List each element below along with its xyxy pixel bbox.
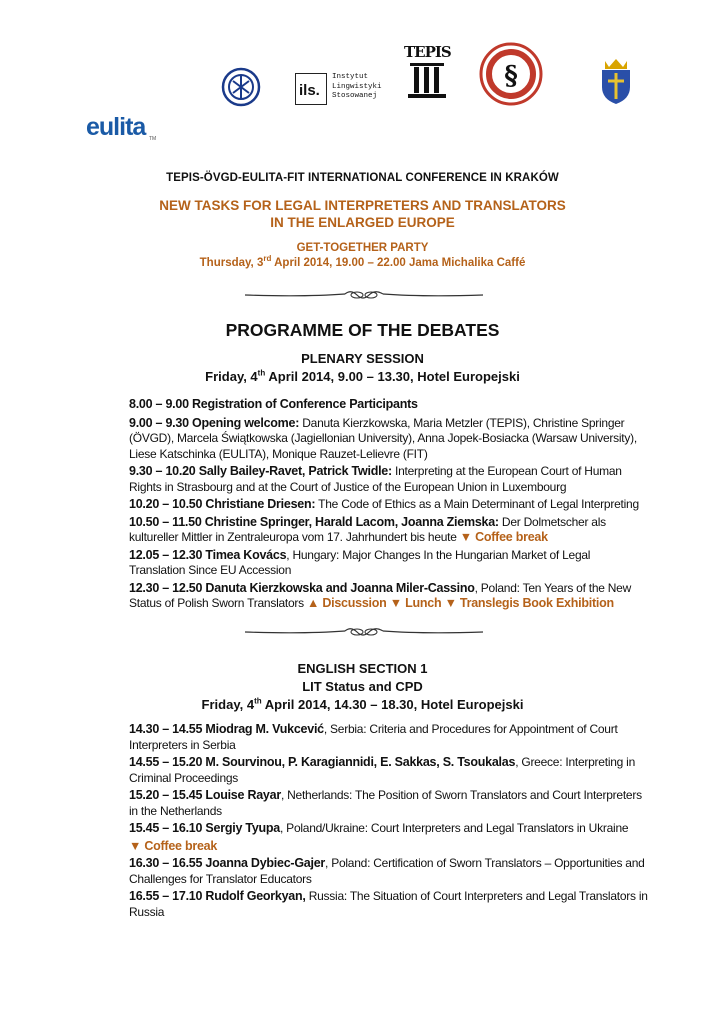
programme-item: 10.20 – 10.50 Christiane Driesen: The Code of Ethics as a Main Determinant of Legal Interpreting: [129, 497, 639, 511]
section-topic: LIT Status and CPD: [302, 679, 423, 694]
session-date: Friday, 4th April 2014, 9.00 – 13.30, Hotel Europejski: [205, 368, 520, 384]
logo-circle-emblem: [221, 67, 261, 107]
party-info: [0, 241, 725, 271]
ornament-divider: [245, 289, 483, 301]
programme-item: 12.30 – 12.50 Danuta Kierzkowska and Joanna Miler-Cassino, Poland: Ten Years of the New Status of Polish Sworn Translators ▲ Discussion ▼ Lunch ▼ Translegis Book Exhibition: [129, 580, 632, 610]
logo-ils: [295, 73, 382, 107]
plenary-session-heading: [0, 350, 725, 386]
eulita-text: eulita: [86, 113, 146, 141]
logo-eulita: [86, 113, 166, 143]
programme-item: 15.20 – 15.45 Louise Rayar, Netherlands: The Position of Sworn Translators and Court Interpreters in the Netherlands: [129, 788, 642, 818]
english-section-heading: [0, 660, 725, 714]
session-name: PLENARY SESSION: [301, 351, 424, 366]
programme-item: 16.55 – 17.10 Rudolf Georkyan, Russia: The Situation of Court Interpreters and Legal Translators in Russia: [129, 889, 648, 919]
logo-crest: [599, 57, 633, 105]
programme-title: PROGRAMME OF THE DEBATES: [225, 320, 500, 340]
programme-item: 12.05 – 12.30 Timea Kovács, Hungary: Major Changes In the Hungarian Market of Legal Translation Since EU Accession: [129, 547, 591, 577]
party-title: GET-TOGETHER PARTY: [296, 242, 429, 254]
ornament-divider: [245, 626, 483, 638]
programme-item: 16.30 – 16.55 Joanna Dybiec-Gajer, Poland: Certification of Sworn Translators – Opportunities and Challenges for Translator Educators: [129, 856, 645, 886]
ils-line2: Lingwistyki: [332, 82, 382, 91]
tepis-text: TEPIS: [404, 43, 451, 61]
section-date: Friday, 4th April 2014, 14.30 – 18.30, Hotel Europejski: [201, 696, 524, 712]
party-date: Thursday, 3rd April 2014, 19.00 – 22.00 Jama Michalika Caffé: [199, 254, 526, 269]
svg-text:§: §: [504, 61, 518, 91]
ils-line1: Instytut: [332, 73, 369, 81]
programme-item: 9.30 – 10.20 Sally Bailey-Ravet, Patrick Twidle: Interpreting at the European Court of Human Rights in Strasbourg and at the Court of Justice of the European Union in Luxembourg: [129, 464, 622, 494]
programme-item: 10.50 – 11.50 Christine Springer, Harald Lacom, Joanna Ziemska: Der Dolmetscher als kultureller Mittler in Zentraleuropa vom 17. Jahrhundert bis heute ▼ Coffee break: [129, 514, 606, 544]
main-title-line1: NEW TASKS FOR LEGAL INTERPRETERS AND TRANSLATORS: [159, 198, 566, 213]
logo-seal: [479, 42, 543, 106]
main-title: [0, 197, 725, 231]
plenary-programme: [129, 397, 649, 614]
ils-line3: Stosowanej: [332, 92, 378, 100]
eulita-tm: TM: [149, 136, 157, 142]
conference-title: TEPIS-ÖVGD-EULITA-FIT INTERNATIONAL CONFERENCE IN KRAKÓW: [166, 172, 559, 184]
programme-item: 9.00 – 9.30 Opening welcome: Danuta Kierzkowska, Maria Metzler (TEPIS), Christine Springer (ÖVGD), Marcela Świątkowska (Jagiellonian University), Anna Jopek-Bosiacka (Warsaw University), Liese Katschinka (EULITA), Monique Rauzet-Lelievre (FIT): [129, 415, 637, 461]
programme-item: 14.55 – 15.20 M. Sourvinou, P. Karagiannidi, E. Sakkas, S. Tsoukalas, Greece: Interpreting in Criminal Proceedings: [129, 755, 636, 785]
programme-item: 15.45 – 16.10 Sergiy Tyupa, Poland/Ukraine: Court Interpreters and Legal Translators in Ukraine: [129, 821, 629, 835]
english-programme: [129, 722, 649, 922]
section-name: ENGLISH SECTION 1: [297, 661, 428, 676]
programme-item: 14.30 – 14.55 Miodrag M. Vukcević, Serbia: Criteria and Procedures for Appointment of Court Interpreters in Serbia: [129, 722, 618, 752]
main-title-line2: IN THE ENLARGED EUROPE: [270, 215, 455, 230]
ils-mark: ils.: [299, 82, 320, 99]
registration: 8.00 – 9.00 Registration of Conference Participants: [129, 397, 418, 411]
logo-tepis: [404, 43, 450, 103]
coffee-break: ▼ Coffee break: [129, 838, 218, 853]
